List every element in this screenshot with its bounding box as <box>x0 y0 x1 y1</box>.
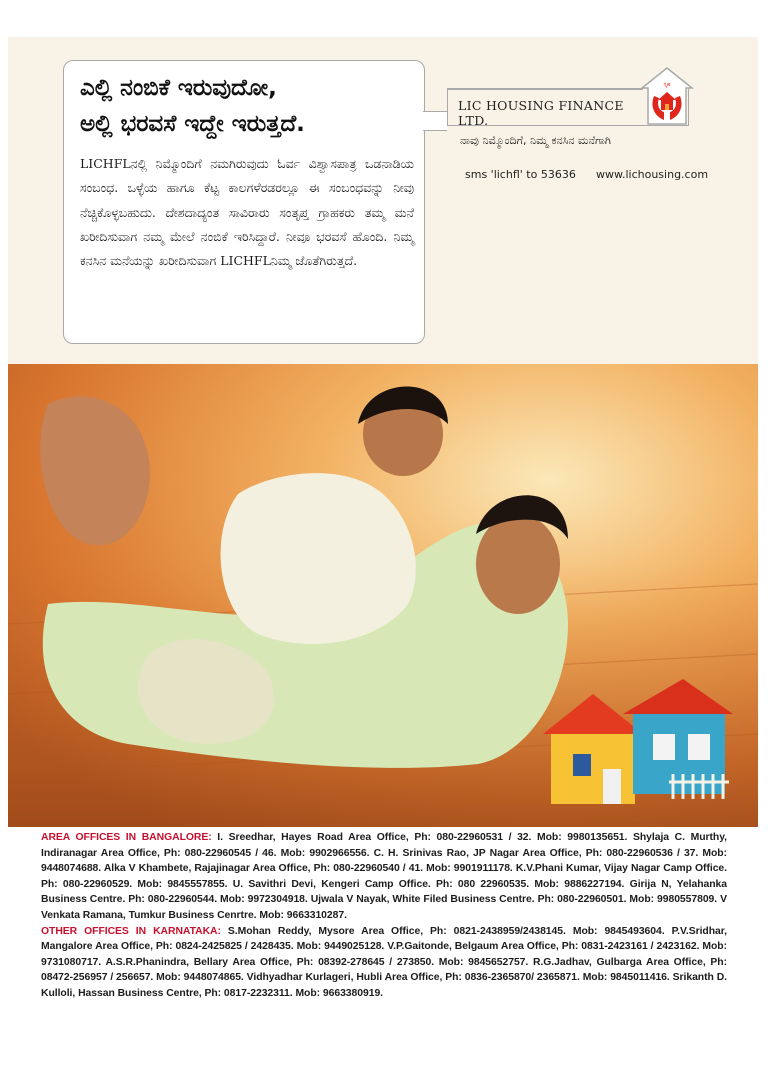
headline <box>80 70 420 142</box>
svg-text:ಗೃಹ: ಗೃಹ <box>663 82 671 88</box>
brand-tagline: ನಾವು ನಿಮ್ಮೊಂದಿಗೆ, ನಿಮ್ಮ ಕನಸಿನ ಮನೆಗಾಗಿ <box>460 134 611 147</box>
karnataka-offices-text: S.Mohan Reddy, Mysore Area Office, Ph: 0821-2438959/2438145. Mob: 9845493604. P.V.Sridhar, Mangalore Area Office, Ph: 0824-2425825 / 2428435. Mob: 9449025128. V.P.Gaitonde, Belgaum Area Office, Ph: 0831-2423161 / 2423162. Mob: 9731080717. A.S.R.Phanindra, Bellary Area Office, Ph: 08392-278645 / 273850. Mob: 9845652757. R.G.Jadhav, Gulbarga Area Office, Ph: 08472-256957 / 256657. Mob: 9448074865. Vidhyadhar Kurlageri, Hubli Area Office, Ph: 0836-2365870/ 2365871. Mob: 9845011416. Srikanth D. Kulloli, Hassan Business Centre, Ph: 0817-2232311. Mob: 9663380919. <box>41 925 728 999</box>
speech-bubble-tail <box>423 111 447 131</box>
body-copy: LICHFLನಲ್ಲಿ ನಿಮ್ಮೊಂದಿಗೆ ನಮಗಿರುವುದು ಓರ್ವ ವಿಶ್ವಾಸಪಾತ್ರ ಒಡನಾಡಿಯ ಸಂಬಂಧ. ಒಳ್ಳೆಯ ಹಾಗೂ ಕೆಟ್ಟ ಕಾಲಗಳೆರಡರಲ್ಲೂ ಈ ಸಂಬಂಧವನ್ನು ನೀವು ನೆಚ್ಚಿಕೊಳ್ಳಬಹುದು. ದೇಶದಾದ್ಯಂತ ಸಾವಿರಾರು ಸಂತೃಪ್ತ ಗ್ರಾಹಕರು ತಮ್ಮ ಮನೆ ಖರೀದಿಸುವಾಗ ನಮ್ಮ ಮೇಲೆ ನಂಬಿಕೆ ಇರಿಸಿದ್ದಾರೆ. ನೀವೂ ಭರವಸೆ ಹೊಂದಿ. ನಿಮ್ಮ ಕನಸಿನ ಮನೆಯನ್ನು ಖರೀದಿಸುವಾಗ LICHFLನಿಮ್ಮ ಜೊತೆಗಿರುತ್ತದೆ. <box>80 156 414 269</box>
brand-name: LIC HOUSING FINANCE LTD. <box>458 98 624 128</box>
headline-line-2: ಅಲ್ಲಿ ಭರವಸೆ ಇದ್ದೇ ಇರುತ್ತದೆ. <box>80 111 305 137</box>
hands-house-logo-icon <box>640 66 694 128</box>
bangalore-offices-text: I. Sreedhar, Hayes Road Area Office, Ph: 080-22960531 / 32. Mob: 9980135651. Shylaja C. Murthy, Indiranagar Area Office, Ph: 080-22960545 / 46. Mob: 9902966556. C. H. Srinivas Rao, JP Nagar Area Office, Ph: 080-22960536 / 37. Mob: 9448074688. Alka V Khambete, Rajajinagar Area Office, Ph: 080-22960540 / 41. Mob: 9901911178. K.V.Phani Kumar, Vijay Nagar Camp Office. Ph: 080-22960529. Mob: 9845557855. U. Savithri Devi, Kengeri Camp Office. Ph: 080 22960535. Mob: 9886227194. Girija N, Yelahanka Business Centre. Ph: 080-22960544. Mob: 9972304918. Ujwala V Nayak, White Filed Business Centre. Ph: 080-22960501. Mob: 9980557809. V Venkata Ramana, Tumkur Business Cenrtre. Mob: 9663310287. <box>41 832 727 921</box>
father-son-house-photo <box>8 364 758 827</box>
headline-line-1: ಎಲ್ಲಿ ನಂಬಿಕೆ ಇರುವುದೋ, <box>80 75 277 101</box>
office-contacts <box>41 830 727 1002</box>
bangalore-offices-heading: AREA OFFICES IN BANGALORE: <box>41 832 212 843</box>
sms-info: sms 'lichfl' to 53636 <box>465 168 576 181</box>
karnataka-offices-heading: OTHER OFFICES IN KARNATAKA: <box>41 925 221 937</box>
website-link[interactable]: www.lichousing.com <box>596 168 709 181</box>
